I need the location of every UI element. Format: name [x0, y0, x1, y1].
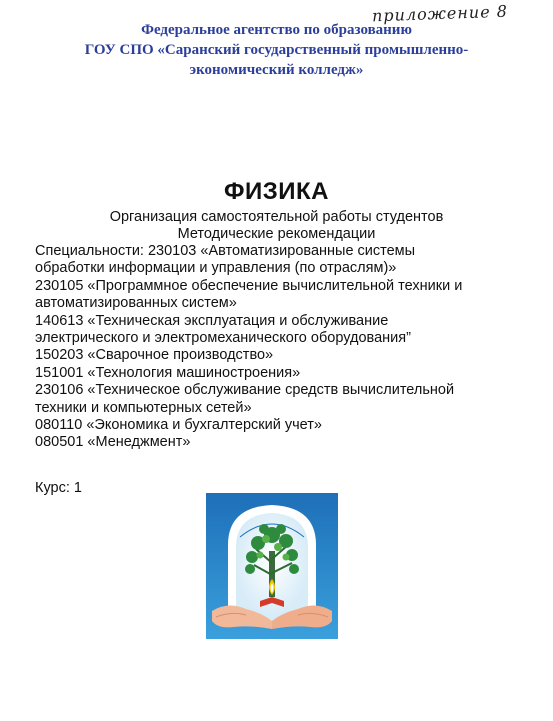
specialty-line: 151001 «Технология машиностроения» [35, 364, 301, 381]
header-line-1: Федеральное агентство по образованию [141, 22, 412, 38]
specialty-line: автоматизированных систем» [35, 295, 237, 312]
document-subtitle: Организация самостоятельной работы студентов [109, 209, 444, 225]
specialty-line: техники и компьютерных сетей» [35, 399, 252, 416]
specialty-line: Специальности: 230103 «Автоматизированные системы [35, 243, 416, 259]
college-emblem-icon [206, 493, 338, 639]
document-title: ФИЗИКА [224, 178, 329, 205]
specialty-line: обработки информации и управления (по отраслям)» [35, 260, 397, 277]
specialty-line: 140613 «Техническая эксплуатация и обслуживание [35, 312, 389, 329]
specialties-list [35, 243, 535, 452]
specialty-line: 150203 «Сварочное производство» [35, 347, 274, 364]
course-label: Курс: 1 [35, 480, 82, 496]
specialty-line: 230105 «Программное обеспечение вычислительной техники и [35, 277, 463, 294]
header-line-3: экономический колледж» [189, 62, 364, 78]
specialty-line: 080110 «Экономика и бухгалтерский учет» [35, 417, 322, 434]
header-line-2: ГОУ СПО «Саранский государственный промышленно- [84, 42, 469, 58]
institution-header [0, 20, 553, 80]
specialty-line: 230106 «Техническое обслуживание средств вычислительной [35, 382, 455, 399]
specialty-line: электрического и электромеханического оборудования” [35, 330, 411, 347]
handwritten-note: приложение 8 [371, 1, 509, 26]
specialty-line: 080501 «Менеджмент» [35, 434, 191, 451]
document-type: Методические рекомендации [177, 226, 376, 242]
